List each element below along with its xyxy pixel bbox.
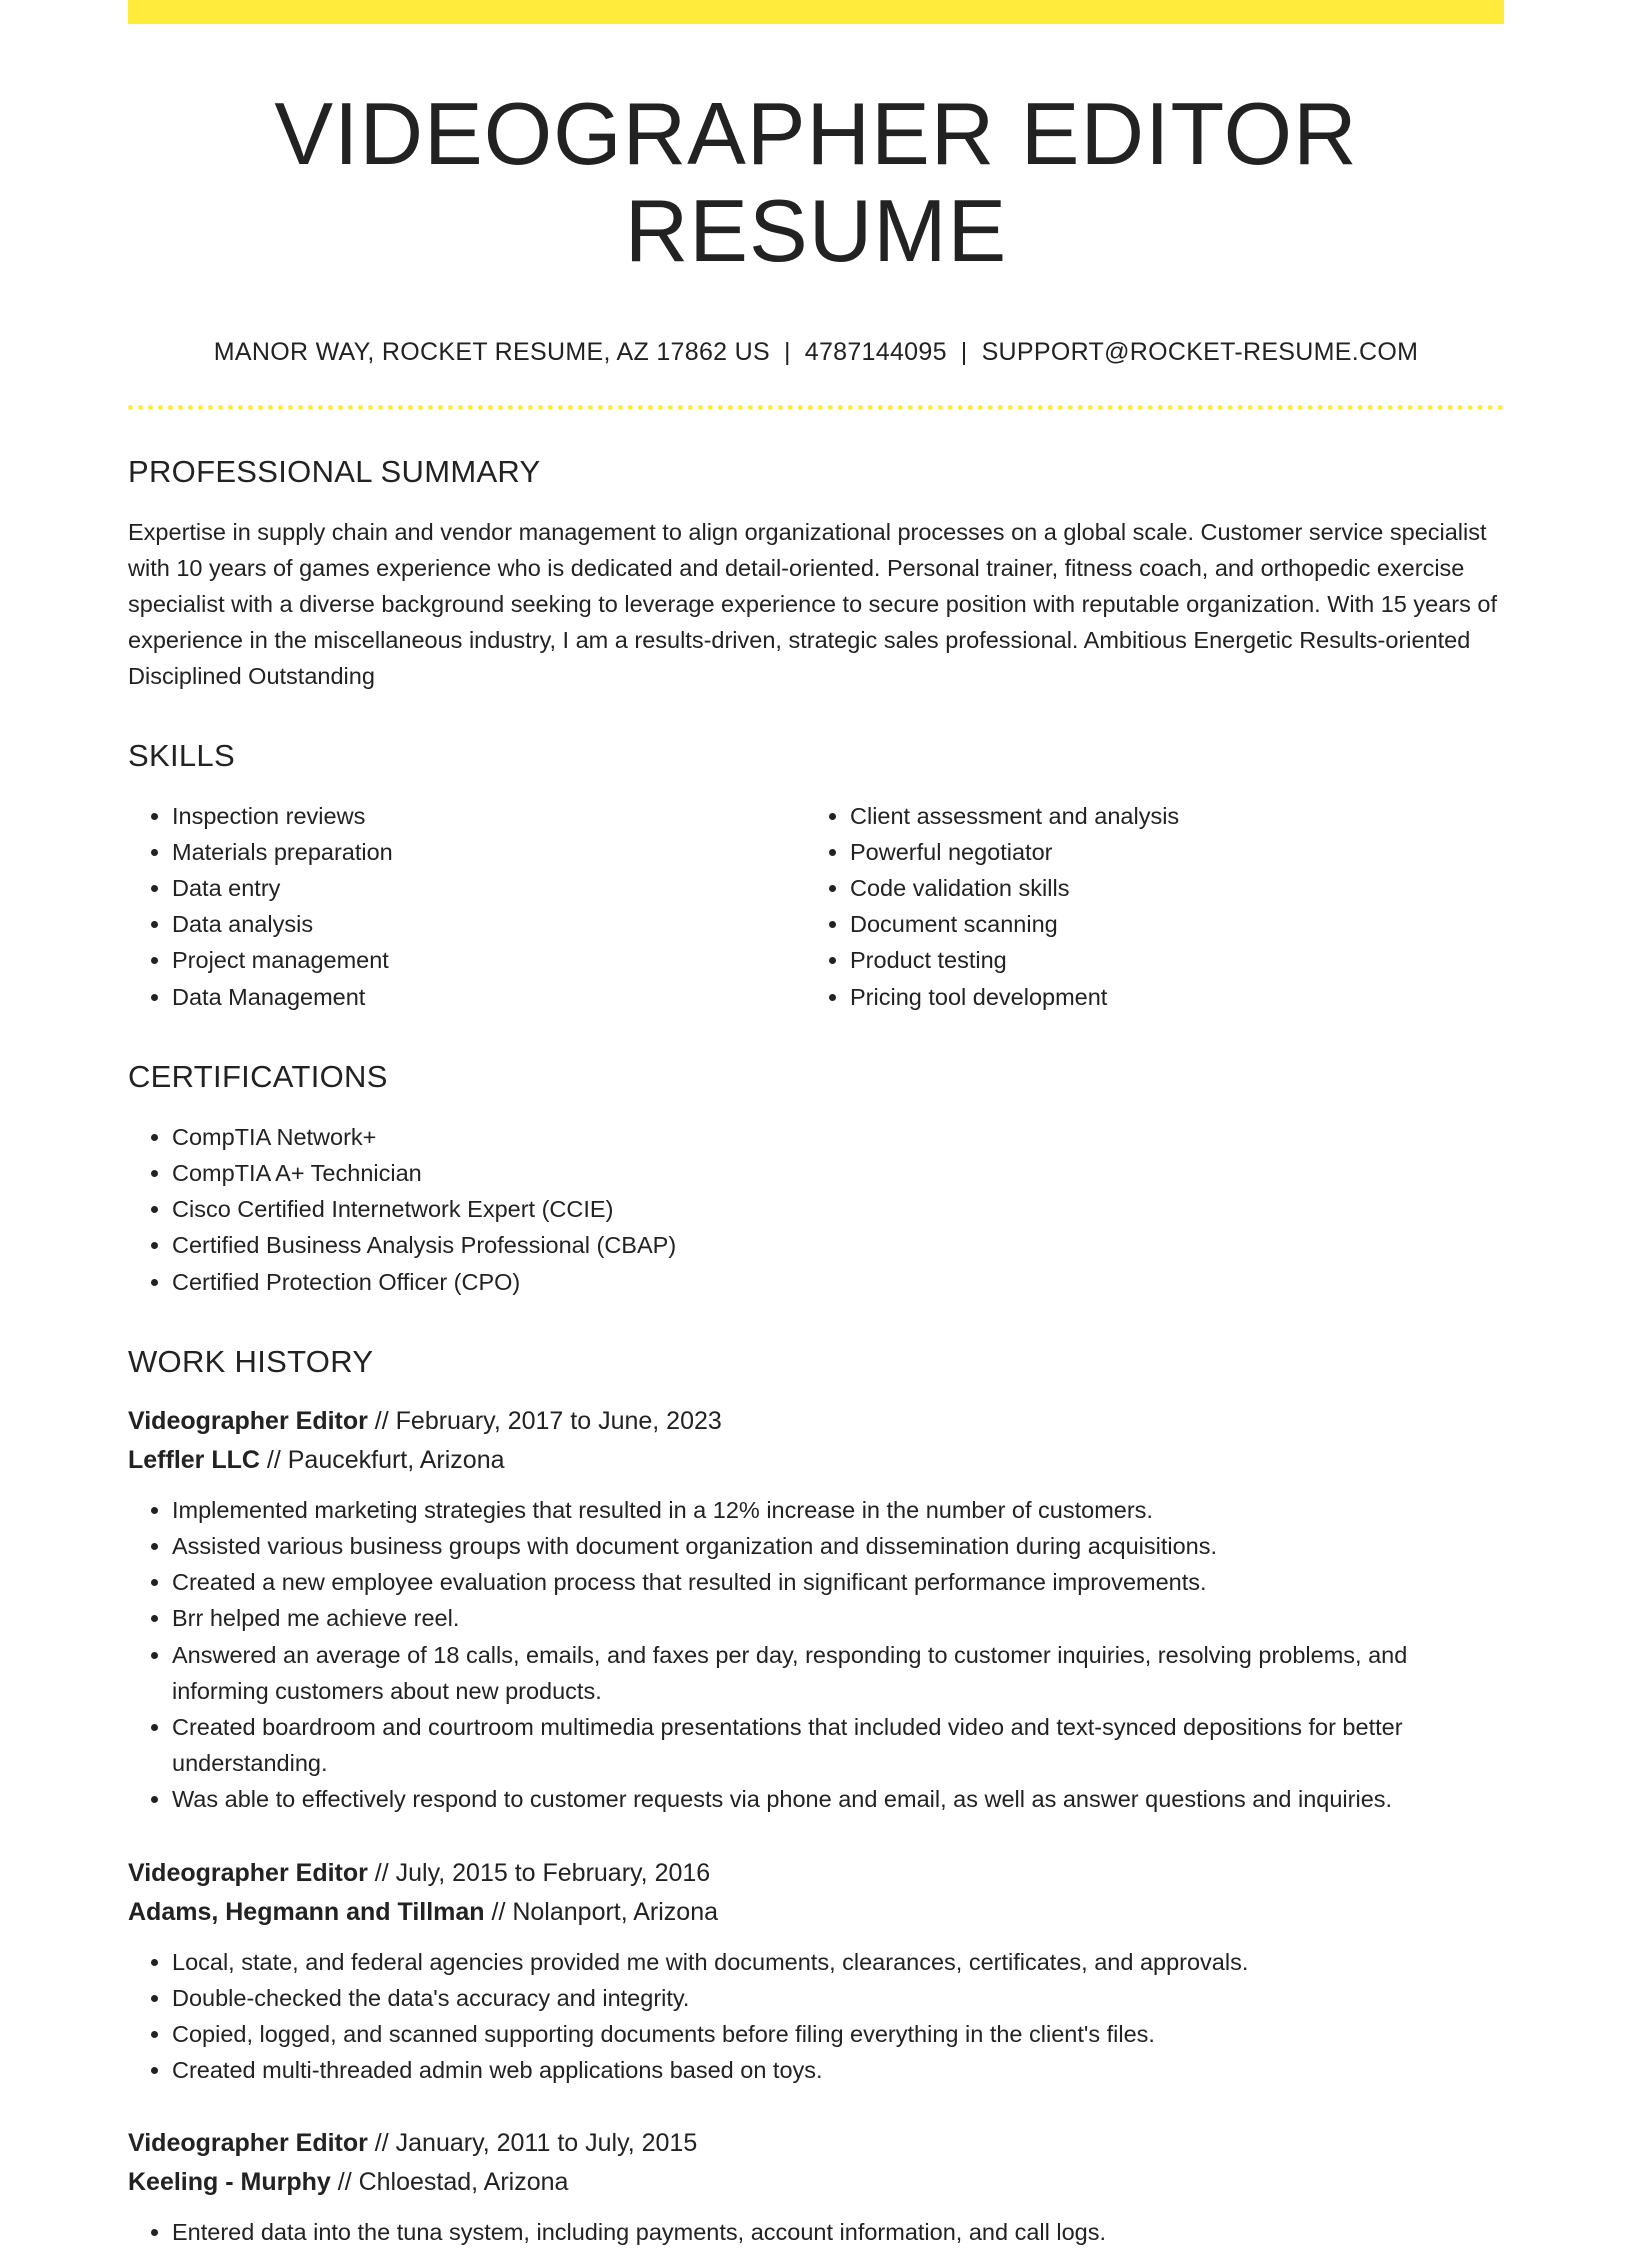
skill-item: • Pricing tool development (850, 979, 1484, 1015)
job-role-line (128, 2124, 1504, 2163)
resume-title: VIDEOGRAPHER EDITOR RESUME (274, 84, 1358, 280)
skill-item: • Inspection reviews (172, 798, 806, 834)
job-role-line (128, 1402, 1504, 1441)
job-entry (128, 1854, 1504, 2089)
summary-heading: PROFESSIONAL SUMMARY (128, 453, 541, 489)
skill-item: • Code validation skills (850, 870, 1484, 906)
job-bullet: • Was able to effectively respond to customer requests via phone and email, as well as answer questions and inquiries. (172, 1781, 1504, 1817)
certifications-list (128, 1119, 1504, 1300)
skill-item: • Materials preparation (172, 834, 806, 870)
contact-separator: | (960, 337, 968, 366)
skill-item: • Data entry (172, 870, 806, 906)
resume-page (128, 0, 1504, 2251)
job-dates: // February, 2017 to June, 2023 (367, 1406, 722, 1435)
job-company-line (128, 2163, 1504, 2202)
certifications-heading: CERTIFICATIONS (128, 1058, 388, 1094)
job-dates: // July, 2015 to February, 2016 (367, 1858, 711, 1887)
job-entry (128, 2124, 1504, 2250)
skill-item: • Product testing (850, 942, 1484, 978)
summary-text: Expertise in supply chain and vendor management to align organizational processes on a global scale. Customer service specialist with 10 years of games experience who is dedicated and detail-oriented. Personal trainer, fitness coach, and orthopedic exercise specialist with a diverse background seeking to leverage experience to secure position with reputable organization. With 15 years of experience in the miscellaneous industry, I am a results-driven, strategic sales professional. Ambitious Energetic Results-oriented Disciplined Outstanding (128, 518, 1497, 689)
work-history-heading: WORK HISTORY (128, 1343, 374, 1379)
skills-heading: SKILLS (128, 737, 235, 773)
job-bullets (128, 1944, 1504, 2089)
job-bullet: • Created multi-threaded admin web applications based on toys. (172, 2052, 1504, 2088)
job-bullet: • Answered an average of 18 calls, emails, and faxes per day, responding to customer inquiries, resolving problems, and informing customers about new products. (172, 1637, 1504, 1709)
certification-item: • Certified Protection Officer (CPO) (172, 1264, 1504, 1300)
job-bullets (128, 1492, 1504, 1818)
job-role-line (128, 1854, 1504, 1893)
job-bullet: • Brr helped me achieve reel. (172, 1600, 1504, 1636)
skill-item: • Data analysis (172, 906, 806, 942)
skill-item: • Document scanning (850, 906, 1484, 942)
job-bullet: • Created a new employee evaluation process that resulted in significant performance improvements. (172, 1564, 1504, 1600)
certification-item: • Cisco Certified Internetwork Expert (CCIE) (172, 1191, 1504, 1227)
job-bullet: • Entered data into the tuna system, including payments, account information, and call logs. (172, 2214, 1504, 2250)
contact-line (128, 338, 1504, 367)
job-role: Videographer Editor (128, 2129, 368, 2158)
accent-bar (128, 0, 1504, 24)
job-bullets (128, 2214, 1504, 2250)
skill-item: • Data Management (172, 979, 806, 1015)
job-bullet: • Local, state, and federal agencies provided me with documents, clearances, certificates, and approvals. (172, 1944, 1504, 1980)
contact-email: SUPPORT@ROCKET-RESUME.COM (981, 337, 1419, 366)
skill-item: • Powerful negotiator (850, 834, 1484, 870)
job-bullet: • Double-checked the data's accuracy and integrity. (172, 1980, 1504, 2016)
job-role: Videographer Editor (128, 1406, 368, 1435)
job-dates: // January, 2011 to July, 2015 (367, 2129, 698, 2158)
contact-address: MANOR WAY, ROCKET RESUME, AZ 17862 US (213, 337, 770, 366)
skills-column-right (806, 798, 1484, 1015)
job-company-line (128, 1441, 1504, 1480)
job-location: // Paucekfurt, Arizona (259, 1445, 505, 1474)
job-role: Videographer Editor (128, 1858, 368, 1887)
contact-separator: | (783, 337, 791, 366)
job-entry (128, 1402, 1504, 1818)
certification-item: • CompTIA Network+ (172, 1119, 1504, 1155)
job-location: // Nolanport, Arizona (484, 1897, 719, 1926)
job-bullet: • Assisted various business groups with document organization and dissemination during acquisitions. (172, 1528, 1504, 1564)
job-company: Keeling - Murphy (128, 2168, 331, 2197)
skill-item: • Client assessment and analysis (850, 798, 1484, 834)
job-company: Leffler LLC (128, 1445, 260, 1474)
job-bullet: • Copied, logged, and scanned supporting documents before filing everything in the client's files. (172, 2016, 1504, 2052)
certification-item: • Certified Business Analysis Professional (CBAP) (172, 1227, 1504, 1263)
job-bullet: • Implemented marketing strategies that resulted in a 12% increase in the number of customers. (172, 1492, 1504, 1528)
skills-list (128, 798, 1504, 1015)
job-bullet: • Created boardroom and courtroom multimedia presentations that included video and text-synced depositions for better understanding. (172, 1709, 1504, 1781)
certification-item: • CompTIA A+ Technician (172, 1155, 1504, 1191)
job-company-line (128, 1893, 1504, 1932)
job-company: Adams, Hegmann and Tillman (128, 1897, 485, 1926)
skills-column-left (128, 798, 806, 1015)
dotted-divider (128, 405, 1504, 410)
contact-phone: 4787144095 (804, 337, 947, 366)
skill-item: • Project management (172, 942, 806, 978)
job-location: // Chloestad, Arizona (330, 2168, 569, 2197)
